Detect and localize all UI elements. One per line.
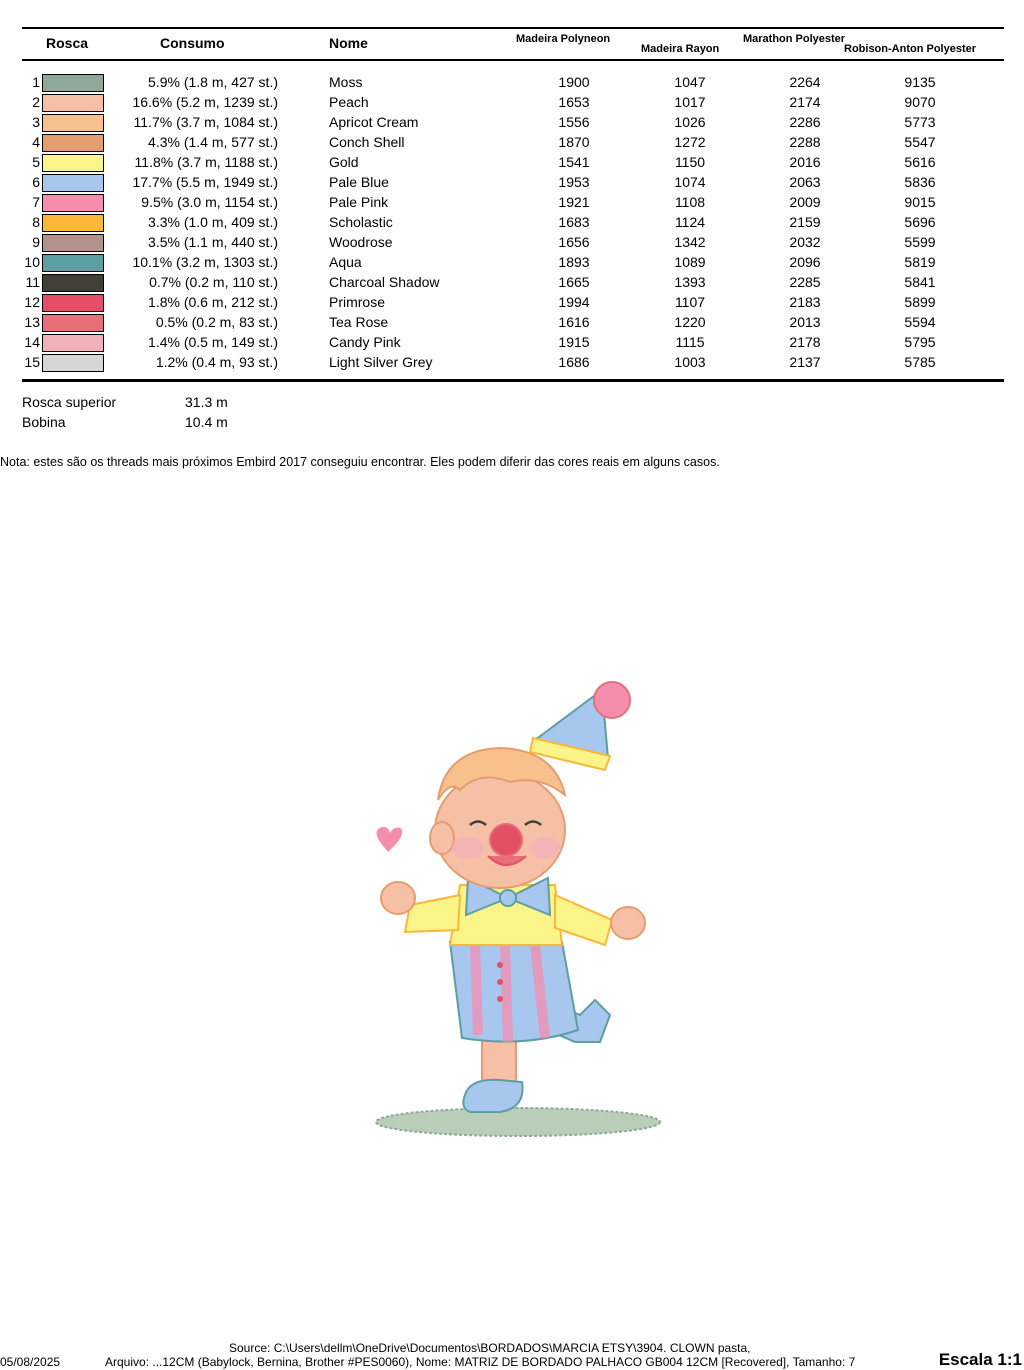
color-swatch: [42, 254, 104, 272]
threads-note: Nota: estes são os threads mais próximos Embird 2017 conseguiu encontrar. Eles podem diferir das cores reais em alguns casos.: [0, 455, 720, 469]
row-number: 2: [32, 94, 40, 110]
row-madeira-rayon: 1107: [674, 294, 706, 310]
color-swatch: [42, 194, 104, 212]
row-marathon-polyester: 2264: [789, 74, 821, 90]
row-marathon-polyester: 2096: [789, 254, 821, 270]
row-marathon-polyester: 2288: [789, 134, 821, 150]
color-swatch: [42, 314, 104, 332]
row-consumo: 1.8% (0.6 m, 212 st.): [148, 294, 278, 310]
row-nome: Light Silver Grey: [329, 354, 433, 370]
footer-scale: Escala 1:1: [938, 1350, 1022, 1369]
row-number: 12: [24, 294, 40, 310]
table-row: [0, 252, 1024, 272]
bobina-label: Bobina: [22, 414, 66, 430]
footer-date: 05/08/2025: [0, 1355, 61, 1369]
row-madeira-rayon: 1220: [674, 314, 706, 330]
clown-embroidery-design: [350, 670, 680, 1150]
rosca-superior-value: 31.3 m: [185, 394, 228, 410]
row-consumo: 16.6% (5.2 m, 1239 st.): [132, 94, 278, 110]
table-bottom-rule: [22, 379, 1004, 382]
row-nome: Primrose: [329, 294, 386, 310]
row-consumo: 5.9% (1.8 m, 427 st.): [148, 74, 278, 90]
table-row: [0, 352, 1024, 372]
footer-arquivo: Arquivo: ...12CM (Babylock, Bernina, Brother #PES0060), Nome: MATRIZ DE BORDADO PALHACO GB004 12CM [Recovered], Tamanho: 7: [105, 1355, 856, 1369]
row-number: 9: [32, 234, 40, 250]
row-consumo: 11.7% (3.7 m, 1084 st.): [133, 114, 278, 130]
row-madeira-polyneon: 1616: [558, 314, 590, 330]
row-marathon-polyester: 2174: [789, 94, 821, 110]
row-robison-anton-polyester: 5547: [904, 134, 936, 150]
row-nome: Pale Pink: [329, 194, 389, 210]
row-consumo: 11.8% (3.7 m, 1188 st.): [134, 154, 278, 170]
row-madeira-rayon: 1115: [675, 334, 705, 350]
row-robison-anton-polyester: 5616: [904, 154, 936, 170]
row-nome: Conch Shell: [329, 134, 405, 150]
table-row: [0, 92, 1024, 112]
row-nome: Scholastic: [329, 214, 393, 230]
row-nome: Tea Rose: [329, 314, 389, 330]
row-madeira-polyneon: 1994: [558, 294, 590, 310]
row-madeira-rayon: 1393: [674, 274, 706, 290]
row-consumo: 10.1% (3.2 m, 1303 st.): [132, 254, 278, 270]
row-robison-anton-polyester: 5899: [904, 294, 936, 310]
row-consumo: 17.7% (5.5 m, 1949 st.): [132, 174, 278, 190]
row-madeira-rayon: 1342: [674, 234, 706, 250]
row-madeira-rayon: 1047: [674, 74, 706, 90]
row-consumo: 9.5% (3.0 m, 1154 st.): [141, 194, 278, 210]
table-row: [0, 212, 1024, 232]
row-nome: Gold: [329, 154, 359, 170]
row-number: 3: [32, 114, 40, 130]
header-rosca: Rosca: [46, 35, 89, 51]
row-consumo: 0.7% (0.2 m, 110 st.): [149, 274, 278, 290]
row-madeira-rayon: 1026: [674, 114, 706, 130]
table-header-rule: [22, 59, 1004, 61]
row-marathon-polyester: 2016: [789, 154, 821, 170]
row-robison-anton-polyester: 5785: [904, 354, 936, 370]
row-robison-anton-polyester: 5773: [904, 114, 936, 130]
row-nome: Apricot Cream: [329, 114, 419, 130]
row-madeira-rayon: 1108: [674, 194, 706, 210]
row-madeira-polyneon: 1541: [558, 154, 590, 170]
row-marathon-polyester: 2286: [789, 114, 821, 130]
color-swatch: [42, 214, 104, 232]
header-consumo: Consumo: [160, 35, 225, 51]
color-swatch: [42, 234, 104, 252]
row-madeira-polyneon: 1893: [558, 254, 590, 270]
row-number: 4: [32, 134, 40, 150]
table-row: [0, 132, 1024, 152]
color-swatch: [42, 114, 104, 132]
color-swatch: [42, 294, 104, 312]
row-madeira-polyneon: 1683: [558, 214, 590, 230]
row-consumo: 4.3% (1.4 m, 577 st.): [148, 134, 278, 150]
row-madeira-polyneon: 1653: [558, 94, 590, 110]
row-madeira-polyneon: 1665: [558, 274, 590, 290]
row-madeira-polyneon: 1656: [558, 234, 590, 250]
row-consumo: 3.3% (1.0 m, 409 st.): [148, 214, 278, 230]
row-number: 13: [24, 314, 40, 330]
row-marathon-polyester: 2032: [789, 234, 821, 250]
row-madeira-polyneon: 1556: [558, 114, 590, 130]
row-consumo: 3.5% (1.1 m, 440 st.): [148, 234, 278, 250]
row-robison-anton-polyester: 5836: [904, 174, 936, 190]
row-number: 15: [24, 354, 40, 370]
row-nome: Pale Blue: [329, 174, 389, 190]
row-number: 6: [32, 174, 40, 190]
table-row: [0, 232, 1024, 252]
row-number: 1: [32, 74, 40, 90]
row-madeira-polyneon: 1953: [558, 174, 590, 190]
table-row: [0, 152, 1024, 172]
row-consumo: 1.4% (0.5 m, 149 st.): [148, 334, 278, 350]
table-top-rule: [22, 27, 1004, 29]
table-row: [0, 312, 1024, 332]
row-marathon-polyester: 2178: [789, 334, 821, 350]
row-madeira-rayon: 1089: [674, 254, 706, 270]
header-madeira-polyneon: Madeira Polyneon: [516, 33, 611, 45]
row-robison-anton-polyester: 9135: [904, 74, 936, 90]
row-madeira-rayon: 1124: [674, 214, 706, 230]
row-number: 7: [32, 194, 40, 210]
row-marathon-polyester: 2285: [789, 274, 821, 290]
row-robison-anton-polyester: 5599: [904, 234, 936, 250]
row-nome: Charcoal Shadow: [329, 274, 440, 290]
row-robison-anton-polyester: 5594: [904, 314, 936, 330]
color-swatch: [42, 74, 104, 92]
table-row: [0, 292, 1024, 312]
row-marathon-polyester: 2009: [789, 194, 821, 210]
header-marathon-polyester: Marathon Polyester: [743, 33, 846, 45]
row-consumo: 0.5% (0.2 m, 83 st.): [155, 314, 278, 330]
row-robison-anton-polyester: 5819: [904, 254, 936, 270]
row-robison-anton-polyester: 9070: [904, 94, 936, 110]
row-number: 10: [24, 254, 40, 270]
row-madeira-polyneon: 1900: [558, 74, 590, 90]
row-robison-anton-polyester: 5696: [904, 214, 936, 230]
row-marathon-polyester: 2137: [789, 354, 821, 370]
row-nome: Moss: [329, 74, 363, 90]
row-madeira-rayon: 1017: [674, 94, 706, 110]
table-row: [0, 172, 1024, 192]
table-row: [0, 72, 1024, 92]
row-number: 5: [32, 154, 40, 170]
table-row: [0, 112, 1024, 132]
row-number: 14: [24, 334, 40, 350]
row-nome: Woodrose: [329, 234, 393, 250]
table-row: [0, 332, 1024, 352]
row-marathon-polyester: 2063: [789, 174, 821, 190]
color-swatch: [42, 334, 104, 352]
row-madeira-polyneon: 1915: [558, 334, 590, 350]
row-robison-anton-polyester: 5795: [904, 334, 936, 350]
row-number: 8: [32, 214, 40, 230]
row-madeira-rayon: 1074: [674, 174, 706, 190]
row-robison-anton-polyester: 5841: [904, 274, 936, 290]
row-nome: Aqua: [329, 254, 362, 270]
color-swatch: [42, 134, 104, 152]
color-swatch: [42, 354, 104, 372]
rosca-superior-label: Rosca superior: [22, 394, 117, 410]
color-swatch: [42, 274, 104, 292]
table-row: [0, 272, 1024, 292]
bobina-value: 10.4 m: [185, 414, 228, 430]
row-marathon-polyester: 2159: [789, 214, 821, 230]
row-robison-anton-polyester: 9015: [904, 194, 936, 210]
row-madeira-polyneon: 1686: [558, 354, 590, 370]
row-number: 11: [25, 274, 40, 290]
color-swatch: [42, 94, 104, 112]
row-madeira-rayon: 1272: [674, 134, 706, 150]
row-marathon-polyester: 2183: [789, 294, 821, 310]
row-madeira-polyneon: 1921: [558, 194, 590, 210]
header-robison-anton-polyester: Robison-Anton Polyester: [844, 43, 977, 55]
row-madeira-polyneon: 1870: [558, 134, 590, 150]
table-row: [0, 192, 1024, 212]
row-nome: Candy Pink: [329, 334, 401, 350]
footer-source: Source: C:\Users\dellm\OneDrive\Documentos\BORDADOS\MARCIA ETSY\3904. CLOWN pasta,: [229, 1341, 751, 1355]
row-nome: Peach: [329, 94, 369, 110]
row-madeira-rayon: 1003: [674, 354, 706, 370]
color-swatch: [42, 154, 104, 172]
row-madeira-rayon: 1150: [674, 154, 706, 170]
row-consumo: 1.2% (0.4 m, 93 st.): [155, 354, 278, 370]
row-marathon-polyester: 2013: [789, 314, 821, 330]
header-madeira-rayon: Madeira Rayon: [641, 43, 720, 55]
color-swatch: [42, 174, 104, 192]
header-nome: Nome: [329, 35, 368, 51]
